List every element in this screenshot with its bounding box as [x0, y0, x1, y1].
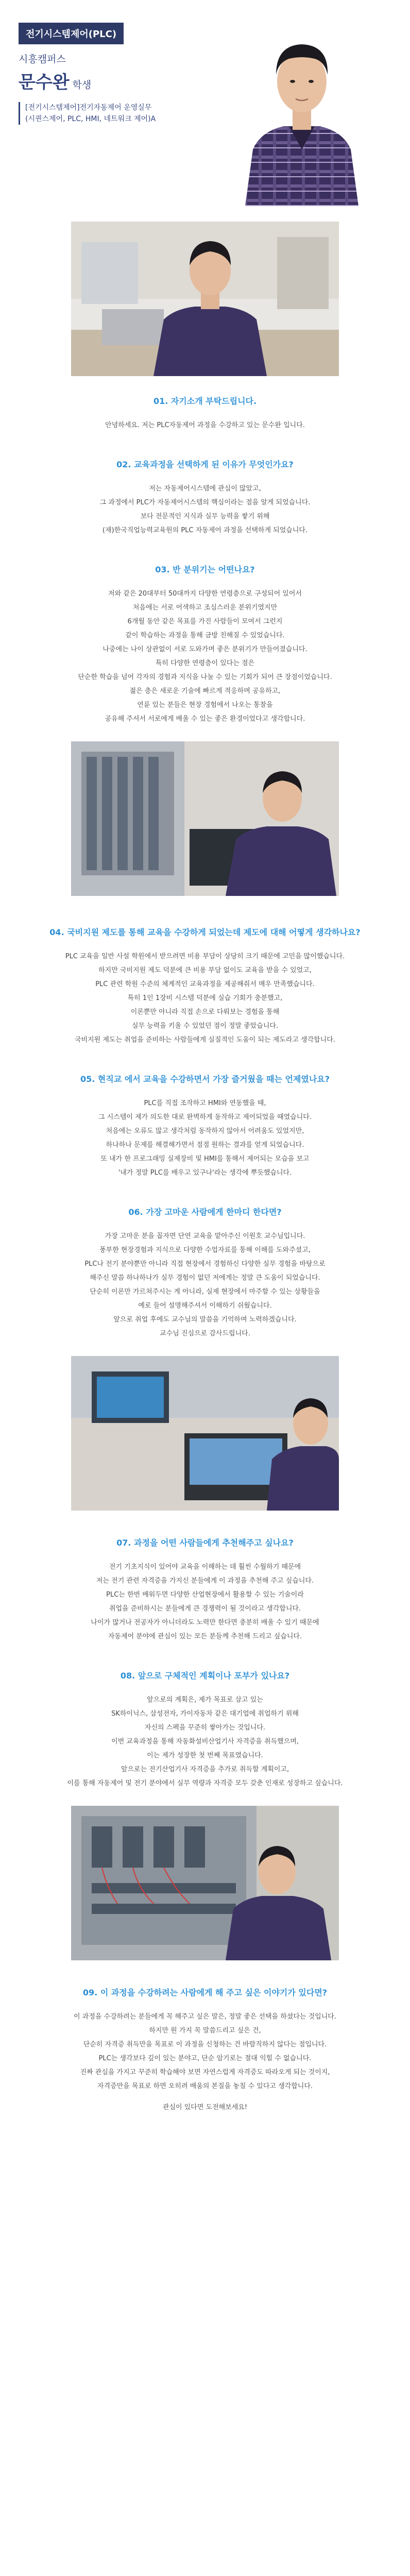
answer-line: 실무 능력을 키울 수 있었던 점이 정말 좋았습니다.: [131, 1022, 279, 1030]
question-05: 05. 현직교 에서 교육을 수강하면서 가장 즐거웠을 때는 언제였나요?: [80, 1074, 330, 1084]
answer-line: 특히 다양한 연령층이 있다는 점은: [155, 659, 255, 667]
answer-line: 처음에는 서로 어색하고 조심스러운 분위기였지만: [132, 604, 278, 612]
question-06: 06. 가장 고마운 사람에게 한마디 한다면?: [128, 1207, 282, 1217]
answer-line: 그 과정에서 PLC가 자동제어시스템의 핵심이라는 점을 알게 되었습니다.: [99, 499, 311, 506]
answer-line: PLC는 한번 배워두면 다양한 산업현장에서 활용할 수 있는 기술이라: [106, 1591, 304, 1599]
answer-line: 처음에는 오류도 많고 생각처럼 동작하지 않아서 어려움도 있었지만,: [106, 1127, 304, 1135]
answer-line: 자격증만을 목표로 하면 오히려 배움의 본질을 놓칠 수 있다고 생각합니다.: [97, 2082, 313, 2090]
photo-wrap: [0, 222, 410, 376]
answer-08: [10, 1693, 400, 1790]
answer-line: 교수님 진심으로 감사드립니다.: [160, 1330, 250, 1337]
answer-line: 취업을 준비하시는 분들에게 큰 경쟁력이 될 것이라고 생각합니다.: [109, 1605, 301, 1613]
qa-section-02: [0, 459, 410, 537]
answer-line: 가장 고마운 분을 꼽자면 단연 교육을 맡아주신 이원호 교수님입니다.: [105, 1232, 305, 1240]
answer-line: 저는 자동제어시스템에 관심이 많았고,: [149, 485, 261, 493]
student-workbench-photo: [71, 222, 339, 376]
answer-06: [10, 1229, 400, 1341]
answer-04: [10, 950, 400, 1047]
answer-line: SK하이닉스, 삼성전자, 가이자동차 같은 대기업에 취업하기 위해: [111, 1710, 299, 1718]
photo-wrap: [0, 741, 410, 896]
answer-02: [10, 482, 400, 537]
photo-wrap: [0, 1356, 410, 1511]
profile-line: [전기시스템제어]전기자동제어 운영실무: [25, 104, 152, 112]
campus-label: 시흥캠퍼스: [19, 54, 66, 65]
answer-line: 단순한 학습을 넘어 각자의 경험과 지식을 나눌 수 있는 기회가 되어 큰 장점이었습니다.: [78, 673, 332, 681]
answer-line: PLC 관련 학원 수준의 체계적인 교육과정을 제공해줘서 매우 만족했습니다.: [95, 980, 315, 988]
answer-line: 공유해 주셔서 서로에게 배울 수 있는 좋은 환경이었다고 생각합니다.: [105, 715, 305, 723]
answer-line: (재)한국직업능력교육원의 PLC 자동제어 과정을 선택하게 되었습니다.: [102, 527, 308, 534]
answer-line: 관심이 있다면 도전해보세요!: [162, 2104, 248, 2111]
answer-line: 이를 통해 자동제어 및 전기 분야에서 실무 역량과 자격증 모두 갖춘 인재로 성장하고 싶습니다.: [67, 1780, 343, 1787]
answer-07: [10, 1560, 400, 1643]
hero-header: [0, 0, 410, 206]
answer-line: PLC는 생각보다 깊이 있는 분야고, 단순 암기로는 절대 익힐 수 없습니다.: [98, 2055, 312, 2062]
answer-line: 전기 기초지식이 있어야 교육을 이해하는 데 훨씬 수월하기 때문에: [109, 1563, 301, 1571]
student-role: 학생: [72, 79, 92, 91]
answer-line: 연륜 있는 분들은 현장 경험에서 나오는 통찰을: [137, 701, 273, 709]
answer-line: 풍부한 현장경험과 지식으로 다양한 수업자료를 통해 이해를 도와주셨고,: [99, 1246, 311, 1254]
answer-03: [10, 587, 400, 726]
qa-section-01: [0, 396, 410, 432]
answer-line: 저와 같은 20대부터 50대까지 다양한 연령층으로 구성되어 있어서: [108, 590, 302, 598]
student-name: [19, 68, 91, 93]
answer-01: [10, 418, 400, 432]
answer-line: 단순히 자격증 취득만을 목표로 이 과정을 신청하는 건 바람직하지 않다는 점입니다.: [83, 2041, 327, 2048]
answer-line: 보다 전문적인 지식과 실무 능력을 쌓기 위해: [140, 513, 270, 520]
answer-line: 안녕하세요. 저는 PLC자동제어 과정을 수강하고 있는 문수완 입니다.: [105, 421, 305, 429]
answer-line: '내가 정말 PLC를 배우고 있구나'라는 생각에 뿌듯했습니다.: [118, 1169, 292, 1177]
answer-line: 또 내가 한 프로그래밍 실제장비 및 HMI를 통해서 제어되는 모습을 보고: [100, 1155, 310, 1163]
student-portrait-photo: [225, 21, 379, 206]
student-name-text: 문수완: [19, 72, 70, 93]
answer-line: 나이가 많거나 전공자가 아니더라도 노력만 한다면 충분히 배울 수 있기 때문에: [91, 1619, 319, 1626]
profile-line: (시퀀스제어, PLC, HMI, 네트워크 제어)A: [25, 115, 156, 123]
qa-section-08: [0, 1670, 410, 1790]
student-laptop-photo: [71, 741, 339, 896]
answer-line: 자동제어 분야에 관심이 있는 모든 분들께 추천해 드리고 싶습니다.: [108, 1633, 302, 1640]
question-03: 03. 반 분위기는 어떤나요?: [155, 565, 255, 574]
answer-line: 같이 학습하는 과정을 통해 금방 친해질 수 있었습니다.: [125, 632, 285, 639]
answer-line: 해주신 말씀 하나하나가 실무 경험이 없던 저에게는 정말 큰 도움이 되었습니다.: [90, 1274, 320, 1282]
student-panel-wiring-photo: [71, 1356, 339, 1511]
qa-section-09: [0, 1987, 410, 2145]
answer-line: 자신의 스펙을 꾸준히 쌓아가는 것입니다.: [144, 1724, 266, 1732]
answer-line: 이번 교육과정을 통해 자동화설비산업기사 자격증을 취득했으며,: [111, 1738, 299, 1745]
answer-line: PLC를 직접 조작하고 HMI와 연동했을 때,: [144, 1099, 266, 1107]
question-02: 02. 교육과정을 선택하게 된 이유가 무엇인가요?: [116, 460, 294, 469]
answer-line: 젊은 층은 새로운 기술에 빠르게 적응하며 공유하고,: [129, 687, 281, 695]
answer-line: 국비지원 제도는 취업을 준비하는 사람들에게 실질적인 도움이 되는 제도라고 생각합니다.: [75, 1036, 335, 1044]
answer-line: 6개월 동안 같은 목표를 가진 사람들이 모여서 그런지: [127, 618, 283, 625]
answer-09: [10, 2010, 400, 2114]
question-09: 09. 이 과정을 수강하려는 사람에게 해 주고 싶은 이야기가 있다면?: [82, 1988, 328, 1997]
answer-line: 앞으로 취업 후에도 교수님의 말씀을 기억하며 노력하겠습니다.: [113, 1316, 297, 1324]
answer-line: PLC 교육을 일반 사설 학원에서 받으려면 비용 부담이 상당히 크기 때문에 고민을 많이했습니다.: [65, 953, 345, 960]
answer-line: 이 과정을 수강하려는 분들에게 꼭 해주고 싶은 말은, 정말 좋은 선택을 하셨다는 것입니다.: [74, 2013, 336, 2021]
student-wiring-photo: [71, 1806, 339, 1960]
answer-line: 하지만 원 가지 꼭 말씀드리고 싶은 건,: [149, 2027, 261, 2035]
answer-line: 단순히 이론만 가르쳐주시는 게 아니라, 실제 현장에서 마주할 수 있는 상황들을: [90, 1288, 320, 1296]
answer-line: 하지만 국비지원 제도 덕분에 큰 비용 부담 없이도 교육을 받을 수 있었고,: [98, 967, 312, 974]
answer-line: 특히 1인 1장비 시스템 덕분에 실습 기회가 충분했고,: [127, 994, 283, 1002]
question-04: 04. 국비지원 제도를 통해 교육을 수강하게 되었는데 제도에 대해 어떻게 생각하나요?: [49, 927, 361, 937]
answer-line: 이론뿐만 아니라 직접 손으로 다뤄보는 경험을 통해: [130, 1008, 280, 1016]
qa-section-05: [0, 1074, 410, 1180]
answer-05: [10, 1096, 400, 1180]
course-badge: 전기시스템제어(PLC): [19, 23, 124, 44]
qa-section-03: [0, 564, 410, 726]
profile-box: [19, 102, 156, 125]
answer-line: PLC나 전기 분야뿐만 아니라 직접 현장에서 경험하신 다양한 실무 경험을 바탕으로: [84, 1260, 326, 1268]
qa-section-04: [0, 927, 410, 1047]
question-08: 08. 앞으로 구체적인 계획이나 포부가 있나요?: [120, 1671, 290, 1681]
qa-section-06: [0, 1207, 410, 1341]
photo-wrap: [0, 1806, 410, 1960]
qa-section-07: [0, 1537, 410, 1643]
answer-line: 진짜 관심을 가지고 꾸준히 학습해야 보면 자연스럽게 자격증도 따라오게 되는 것이지,: [80, 2069, 330, 2076]
answer-line: 앞으로의 계획은, 제가 목표로 삼고 있는: [147, 1696, 263, 1704]
answer-line: 나중에는 나이 상관없이 서로 도와가며 좋은 분위기가 만들어졌습니다.: [102, 646, 308, 653]
question-01: 01. 자기소개 부탁드립니다.: [153, 396, 257, 406]
answer-line: 그 시스템이 제가 의도한 대로 완벽하게 동작하고 제어되었을 때였습니다.: [98, 1113, 312, 1121]
answer-line: 예로 들어 설명해주셔서 이해하기 쉬웠습니다.: [138, 1302, 272, 1310]
answer-line: 저는 전기 관련 자격증을 가지신 분들에게 이 과정을 추천해 주고 싶습니다.: [96, 1577, 314, 1585]
question-07: 07. 과정을 어떤 사람들에게 추천해주고 싶나요?: [116, 1538, 294, 1548]
answer-line: 이는 제가 성장한 첫 번째 목표였습니다.: [147, 1752, 263, 1759]
answer-line: 하나하나 문제를 해결해가면서 점점 원하는 결과를 얻게 되었습니다.: [106, 1141, 304, 1149]
answer-line: 앞으로는 전기산업기사 자격증을 추가로 취득할 계획이고,: [121, 1766, 289, 1773]
